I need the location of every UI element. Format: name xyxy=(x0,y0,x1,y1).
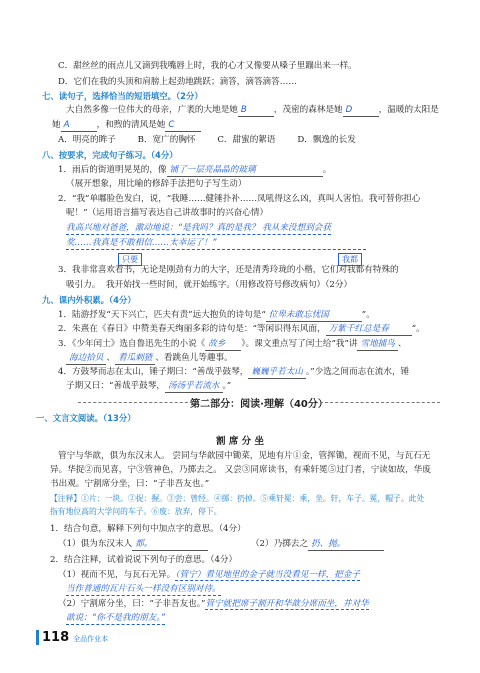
q8-answer-1[interactable]: 铺了一层亮晶晶的玻璃 xyxy=(167,164,323,177)
q8-item-1: 1．雨后的街道明晃晃的，像 铺了一层亮晶晶的玻璃 。 xyxy=(58,165,332,175)
q8-item-2a: 2．“我”单嘟脸色发白，说，“我睡……健锤扑补……凤吼得这么凶，真叫人害怕。我可替你担心 xyxy=(58,194,421,204)
q9-answer-1[interactable]: 位卑未敢忘忧国 xyxy=(266,309,362,322)
q9-item-2: 2．朱熹在《春日》中赞美春天绚丽多彩的诗句是：“等闲识得东风面， 万紫千红总是春 ”。 xyxy=(58,324,425,334)
q7-answer-3[interactable]: A xyxy=(61,119,97,132)
correction-mark-1: 只要 xyxy=(118,253,142,266)
q2-answer-1[interactable]: （管宁）看见地里的金子就当没看见一样，把金子 xyxy=(175,570,360,580)
option-d: D．它们在我的头顶和肩膀上起劲地跳跃；滴答，滴答滴答…… xyxy=(58,77,297,87)
q7-answer-1[interactable]: B xyxy=(238,104,274,117)
q8-item-3b: 吸引力。 xyxy=(66,280,101,290)
article-title: 割 席 分 坐 xyxy=(216,436,264,447)
q2-answer-1b[interactable]: 当作普通的瓦片石头一样没有区别对待。 xyxy=(66,584,221,594)
q9-answer-3b[interactable]: 雪地捕鸟 xyxy=(357,338,397,351)
question-2: 2．结合注释，试着说说下列句子的意思。（4分） xyxy=(50,555,238,565)
q9-item-4-cont: 子期又曰：“善哉乎鼓琴， 汤汤乎若流水 。” xyxy=(66,381,232,391)
question-1: 1．结合句意，解释下列句中加点字的意思。（4分） xyxy=(50,524,246,534)
q8-item-2b: 呢！”（运用语言描写表达自己讲故事时的兴奋心情） xyxy=(66,208,269,218)
notes-line-1: 【注释】①片：一块。②捉：握。③尝：曾经。④掷：扔掉。⑤乘轩冕：乘，坐。轩，车子。冕，帽子。此处 xyxy=(50,494,425,503)
question-2-item-2: （2）宁割席分坐，曰：“子非吾友也。”管宁就把席子割开和华歆分席而坐，并对华 xyxy=(58,599,369,609)
reading-section-title: 一、文言文阅读。（13分） xyxy=(36,413,136,423)
article-line-2: 异。华捉②而见喜，宁③管神色，乃掷去之。 又尝③同席读书，有乘轩冕⑤过门者，宁读如故，华废 xyxy=(50,465,431,475)
article-line-3: 书出观。宁割席分坐，曰：“子非吾友也。” xyxy=(50,479,210,489)
q7-title: 七、读句子，选择恰当的短语填空。（2分） xyxy=(42,91,203,101)
part-two-banner: 第二部分：阅读·理解（40分） xyxy=(78,395,440,411)
q7-options: A．明亮的眸子 B．宽广的胸怀 C．甜蜜的絮语 D．飘逸的长发 xyxy=(58,135,356,145)
q9-answer-3c[interactable]: 海边拾贝 xyxy=(66,352,106,365)
q9-item-1: 1．陆游抒发“天下兴亡，匹夫有责”远大抱负的诗句是“ 位卑未敢忘忧国 ”。 xyxy=(58,310,375,320)
q9-answer-3[interactable]: 故乡 xyxy=(205,338,241,351)
brand-label: 全品作业本 xyxy=(73,635,109,643)
q7-answer-4[interactable]: C xyxy=(165,119,201,132)
q9-item-4: 4．方鼓琴而志在太山，锤子期曰：“善哉乎鼓琴， 巍巍乎若太山 。”少选之间而志在流水，锤 xyxy=(58,367,410,377)
q2-answer-2[interactable]: 管宁就把席子割开和华歆分席而坐，并对华 xyxy=(205,599,369,609)
page-footer xyxy=(36,630,108,645)
article-line-1: 管宁与华歆，俱为东汉末人。 尝同与华歆园中锄菜，见地有片①金，管挥锄，视而不见，与瓦石无 xyxy=(58,451,431,461)
q8-answer-2b[interactable]: 奖……我真是不敢相信……太幸运了！” xyxy=(66,237,366,250)
q9-title: 九、课内外积累。（4分） xyxy=(42,295,136,305)
correction-mark-2: 我都 xyxy=(338,253,362,266)
q1-answer-2[interactable]: 扔、抛。 xyxy=(308,538,384,551)
q7-sentence-1: 大自然多像一位伟大的母亲，广袤的大地是她 B ，茂密的森林是她 D ，温暖的太阳是 xyxy=(66,105,439,115)
q9-answer-4[interactable]: 巍巍乎若太山 xyxy=(248,366,306,379)
q9-answer-2[interactable]: 万紫千红总是春 xyxy=(326,323,412,336)
question-2-item-1: （1）视而不见，与瓦石无异。（管宁）看见地里的金子就当没看见一样，把金子 xyxy=(58,570,360,580)
question-1-items: （1）俱为东汉末人 都。 （2）乃掷去之 扔、抛。 xyxy=(58,538,384,551)
q9-answer-3d[interactable]: 看瓜刺猹 xyxy=(115,352,155,365)
q9-item-3-cont: 海边拾贝 、 看瓜刺猹 、看跳鱼儿等趣事。 xyxy=(66,352,233,365)
q1-answer-1[interactable]: 都。 xyxy=(132,538,208,551)
q9-answer-4b[interactable]: 汤汤乎若流水 xyxy=(165,380,223,393)
q8-item-3a: 3．我非常喜欢看书，无论是刚劲有力的大字，还是清秀玲珑的小楷，它们对我都有特殊的 xyxy=(58,265,399,275)
q2-answer-2b[interactable]: 歆说：“你不是我的朋友。” xyxy=(66,613,166,623)
q7-answer-2[interactable]: D xyxy=(343,104,379,117)
option-c: C．甜丝丝的雨点儿又滴到我嘴唇上时，我的心才又像要从嗓子里蹦出来一样。 xyxy=(58,61,357,71)
q7-sentence-2: 她 A ，和煦的清风是她 C xyxy=(52,119,201,132)
q8-item-3c: 我开始找一些时间，就开始练字。（用修改符号修改病句）（2分） xyxy=(106,280,353,290)
q8-answer-2a[interactable]: 我高兴地对爸爸，激动地说：“是我吗？真的是我？ 我从来没想到会获 xyxy=(66,223,331,233)
notes-line-2: 指有地位高的大学问的车子。⑥废：放弃，停下。 xyxy=(50,507,222,516)
page-number: 118 xyxy=(36,630,69,645)
q8-title: 八、按要求，完成句子练习。（4分） xyxy=(42,150,178,160)
q8-instr-1: （展开想象，用比喻的修辞手法把句子写生动） xyxy=(66,179,247,189)
q9-item-3: 3．《少年闰土》选自鲁迅先生的小说《 故乡 》。课文重点写了闰土给“我”讲 雪地捕鸟 、 xyxy=(58,339,407,349)
